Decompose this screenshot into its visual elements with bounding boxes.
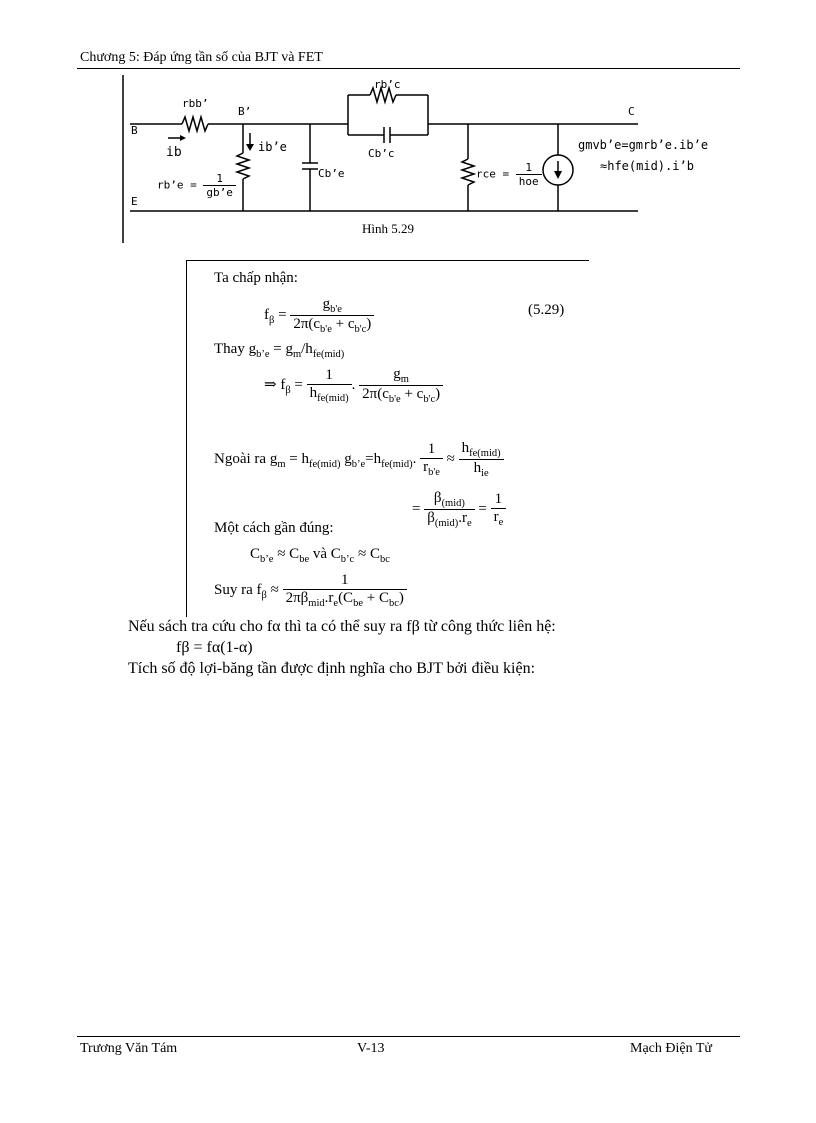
rbe-den: gb’e <box>203 185 236 199</box>
thay-text: Thay <box>214 341 245 357</box>
rce-num: 1 <box>525 161 532 174</box>
rbc-label: rb’c <box>374 78 401 91</box>
rce-label <box>476 161 542 188</box>
rce-fraction <box>516 161 542 188</box>
body-line-3: Tích số độ lợi-băng tần được định nghĩa cho BJT bởi điều kiện: <box>128 660 536 677</box>
rbe-fraction <box>203 172 236 199</box>
rbe-lhs: rb’e = <box>157 178 197 192</box>
node-b-label: B <box>131 124 138 137</box>
rbe-label <box>157 172 236 199</box>
va-text: và <box>312 546 328 562</box>
figure-caption: Hình 5.29 <box>362 221 414 236</box>
ib-label: ib <box>166 145 182 160</box>
eq-beta-re: = $\frac{\beta_{(mid)}}{\beta_{(mid)}.r_e}$ = $\frac{1}{r_e}$ <box>412 490 506 529</box>
rbe-num: 1 <box>216 172 223 185</box>
rce-den: hoe <box>516 174 542 188</box>
node-e-label: E <box>131 195 138 208</box>
source-label-1: gmvb’e=gmrb’e.ib’e <box>578 138 709 152</box>
cbc-label: Cb’c <box>368 147 395 160</box>
accept-text: Ta chấp nhận: <box>214 270 298 286</box>
mot-cach-text: Một cách gần đúng: <box>214 520 334 536</box>
node-bprime-label: B’ <box>238 105 252 118</box>
suy-ra-line: Suy ra $f_\beta$ ≈ $\frac{1}{2\pi\beta_{mid}.r_e(C_{be} + C_{bc})}$ <box>214 572 407 609</box>
ibe-label: ib’e <box>258 140 287 154</box>
eq-fbeta-2: ⇒ $f_\beta$ = $\frac{1}{h_{fe(mid)}}$ . $\frac{g_m}{2\pi(c_{b'e} + c_{b'c})}$ <box>264 366 443 405</box>
footer-rule <box>77 1036 740 1037</box>
rce-lhs: rce = <box>476 167 510 181</box>
cbe-label: Cb’e <box>318 167 345 180</box>
footer-page: V-13 <box>357 1041 385 1056</box>
circuit-figure <box>120 75 740 245</box>
rbb-label: rbb’ <box>182 97 209 110</box>
header-rule <box>77 68 740 69</box>
eq-529: $f_\beta$ = $\frac{g_{b'e}}{2\pi(c_{b'e} + c_{b'c})}$ <box>264 296 374 335</box>
body-line-1: Nếu sách tra cứu cho fα thì ta có thể suy ra fβ từ công thức liên hệ: <box>128 618 556 635</box>
page-header: Chương 5: Đáp ứng tần số của BJT và FET <box>80 50 323 65</box>
body-line-2: fβ = fα(1-α) <box>176 639 253 656</box>
footer-author: Trương Văn Tám <box>80 1041 178 1056</box>
source-label-2: ≈hfe(mid).i’b <box>600 159 694 173</box>
thay-line: Thay $g_{b’e} = g_m/h_{fe(mid)}$ <box>214 341 345 360</box>
ngoai-ra-line: Ngoài ra $g_m = h_{fe(mid)}$ $g_{b’e}=h_{fe(mid)}$. $\frac{1}{r_{b'e}}$ ≈ $\frac{h_{fe(mid)}}{h_{ie}}$ <box>214 440 504 479</box>
approx-line: $C_{b’e} \approx C_{be}$ và $C_{b’c} \approx C_{bc}$ <box>250 546 390 565</box>
node-c-label: C <box>628 105 635 118</box>
eq-number: (5.29) <box>528 302 565 318</box>
footer-subject: Mạch Điện Tử <box>630 1041 712 1056</box>
suy-ra-text: Suy ra <box>214 581 253 598</box>
ngoai-ra-text: Ngoài ra <box>214 450 267 467</box>
